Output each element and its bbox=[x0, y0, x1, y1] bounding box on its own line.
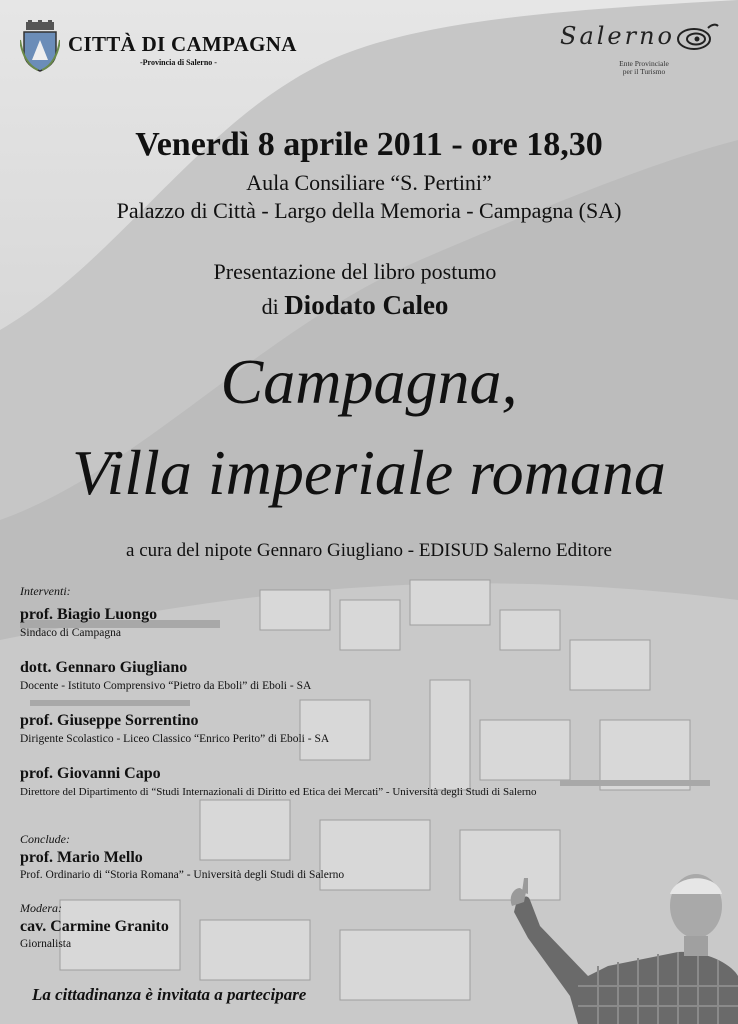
speaker-role: Direttore del Dipartimento di “Studi Internazionali di Diritto ed Etica dei Mercati” - Università degli Studi di Salerno bbox=[20, 786, 537, 798]
speaker-name: prof. Biagio Luongo bbox=[20, 606, 158, 623]
author-name: Diodato Caleo bbox=[284, 290, 449, 320]
salerno-logo-text: Salerno bbox=[560, 22, 676, 50]
author-photo bbox=[508, 866, 738, 1024]
speaker-role: Sindaco di Campagna bbox=[20, 627, 121, 639]
venue-address: Palazzo di Città - Largo della Memoria - Campagna (SA) bbox=[116, 198, 622, 223]
author-line bbox=[0, 290, 710, 321]
city-name: CITTÀ DI CAMPAGNA bbox=[68, 32, 297, 56]
author-prefix: di bbox=[261, 294, 279, 319]
venue-hall: Aula Consiliare “S. Pertini” bbox=[246, 170, 492, 195]
speaker-name: prof. Giuseppe Sorrentino bbox=[20, 712, 199, 729]
speaker-role: Docente - Istituto Comprensivo “Pietro da Eboli” di Eboli - SA bbox=[20, 680, 312, 692]
city-crest-icon bbox=[20, 20, 60, 72]
concluding-speaker-name: prof. Mario Mello bbox=[20, 849, 143, 866]
moderator-label: Modera: bbox=[20, 901, 62, 915]
concluding-speaker-role: Prof. Ordinario di “Storia Romana” - Università degli Studi di Salerno bbox=[20, 869, 345, 881]
book-title-line2: Villa imperiale romana bbox=[72, 437, 666, 508]
interventions-label: Interventi: bbox=[20, 584, 71, 598]
moderator-name: cav. Carmine Granito bbox=[20, 918, 169, 935]
spiral-icon bbox=[674, 22, 720, 52]
speaker-name: dott. Gennaro Giugliano bbox=[20, 659, 188, 676]
province-label: -Provincia di Salerno - bbox=[140, 58, 217, 67]
speaker-name: prof. Giovanni Capo bbox=[20, 765, 161, 782]
salerno-tourism-logo bbox=[556, 18, 722, 58]
concludes-label: Conclude: bbox=[20, 832, 70, 846]
moderator-role: Giornalista bbox=[20, 938, 72, 950]
tourism-board-label: Ente Provinciale per il Turismo bbox=[619, 59, 669, 76]
event-date-time: Venerdì 8 aprile 2011 - ore 18,30 bbox=[135, 126, 603, 163]
speaker-role: Dirigente Scolastico - Liceo Classico “Enrico Perito” di Eboli - SA bbox=[20, 733, 330, 745]
curated-by: a cura del nipote Gennaro Giugliano - EDISUD Salerno Editore bbox=[126, 540, 612, 561]
presentation-intro: Presentazione del libro postumo bbox=[213, 259, 497, 284]
invitation-text: La cittadinanza è invitata a partecipare bbox=[32, 985, 307, 1004]
book-title-line1: Campagna, bbox=[220, 346, 518, 417]
